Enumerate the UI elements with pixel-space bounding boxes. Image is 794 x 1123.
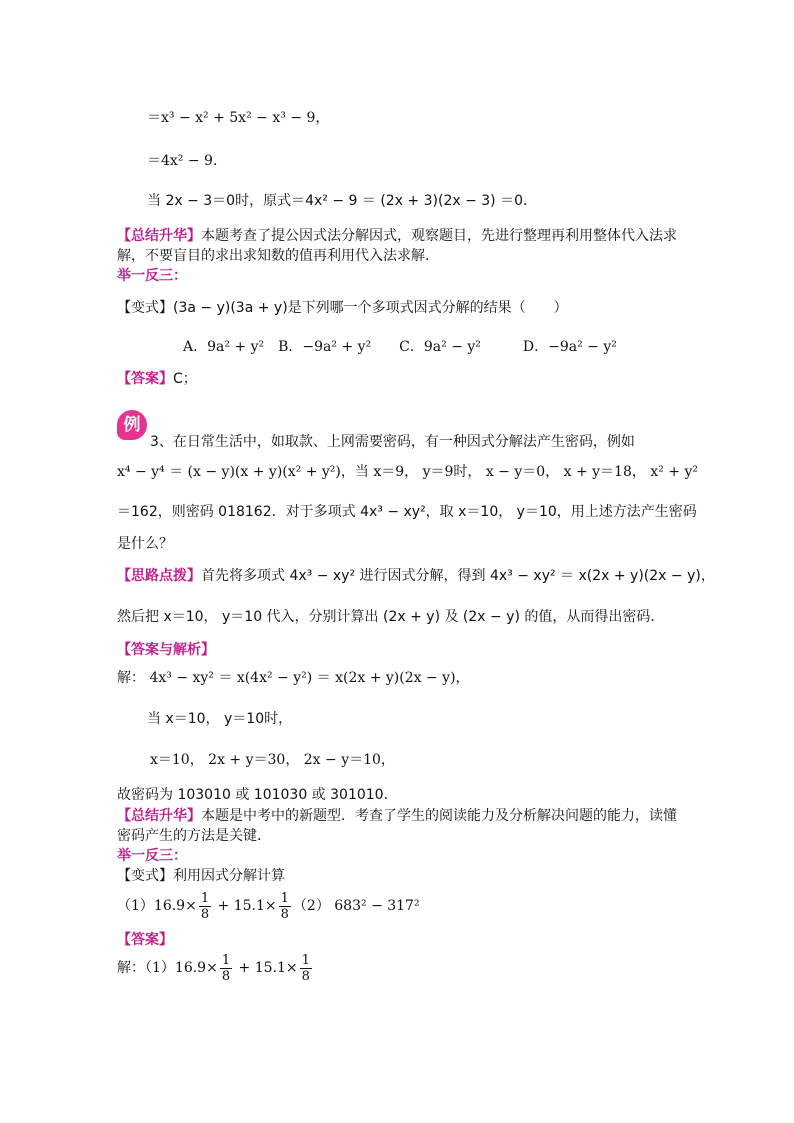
solution-line: 解： 4x³ − xy² ＝ x(4x² − y²) ＝ x(2x + y)(2x − y)， xyxy=(117,670,470,686)
answer-choices: A．9a² + y² B．−9a² + y² C．9a² − y² D．−9a² − y² xyxy=(183,339,617,355)
numerator: 1 xyxy=(280,890,289,906)
problem-text: 是什么？ xyxy=(117,536,173,552)
denominator: 8 xyxy=(221,968,231,984)
solution-line: 故密码为 103010 或 101030 或 301010． xyxy=(117,787,398,803)
hint-paragraph xyxy=(117,566,715,586)
summary-paragraph xyxy=(117,806,677,826)
answer-line xyxy=(117,369,197,389)
paragraph-text: 本题考查了提公因式法分解因式，观察题目，先进行整理再利用整体代入法求 xyxy=(201,228,677,244)
variant-question: 【变式】利用因式分解计算 xyxy=(117,868,285,884)
section-tag: 【思路点拨】 xyxy=(117,568,201,584)
numerator: 1 xyxy=(221,952,231,968)
section-tag: 举一反三： xyxy=(117,848,187,864)
expr-text: 解：（1）16.9× xyxy=(117,960,218,976)
section-tag: 【答案】 xyxy=(117,932,173,948)
equation-line: ＝x³ − x² + 5x² − x³ − 9， xyxy=(147,110,330,126)
fraction xyxy=(279,891,291,922)
denominator: 8 xyxy=(280,906,289,922)
numerator: 1 xyxy=(301,952,310,968)
solution-line: 当 x＝10， y＝10时， xyxy=(147,711,293,727)
expr-text: + 15.1× xyxy=(213,898,277,914)
calc-exercise xyxy=(117,890,420,922)
paragraph-text: 然后把 x＝10， y＝10 代入，分别计算出 (2x + y) 及 (2x − y) 的值，从而得出密码． xyxy=(117,609,665,625)
problem-text: 3、在日常生活中，如取款、上网需要密码，有一种因式分解法产生密码，例如 xyxy=(150,434,635,450)
answer-text: C； xyxy=(173,371,197,387)
section-tag: 【总结升华】 xyxy=(117,228,201,244)
expr-text: （2） 683² − 317² xyxy=(292,898,420,914)
denominator: 8 xyxy=(200,906,210,922)
denominator: 8 xyxy=(301,968,310,984)
paragraph-text: 本题是中考中的新题型．考查了学生的阅读能力及分析解决问题的能力，读懂 xyxy=(201,808,677,824)
example-badge-icon: 例 xyxy=(117,410,147,440)
fraction xyxy=(199,891,211,922)
expr-text: （1）16.9× xyxy=(117,898,197,914)
numerator: 1 xyxy=(200,890,210,906)
problem-text: ＝162，则密码 018162．对于多项式 4x³ − xy²，取 x＝10， y＝10，用上述方法产生密码 xyxy=(117,504,697,520)
paragraph-text: 首先将多项式 4x³ − xy² 进行因式分解，得到 4x³ − xy² ＝ x(2x + y)(2x − y)， xyxy=(201,568,715,584)
equation-line: ＝4x² − 9． xyxy=(147,153,227,169)
section-tag: 【答案与解析】 xyxy=(117,642,215,658)
paragraph-text: 密码产生的方法是关键． xyxy=(117,828,271,844)
section-tag: 【总结升华】 xyxy=(117,808,201,824)
variant-question: 【变式】(3a − y)(3a + y)是下列哪一个多项式因式分解的结果（ ） xyxy=(117,300,568,316)
fraction xyxy=(220,953,232,984)
summary-paragraph xyxy=(117,226,677,246)
section-tag: 举一反三： xyxy=(117,268,187,284)
section-tag: 【答案】 xyxy=(117,371,173,387)
paragraph-text: 解，不要盲目的求出求知数的值再利用代入法求解． xyxy=(117,248,439,264)
fraction xyxy=(300,953,312,984)
calc-solution xyxy=(117,952,314,984)
expr-text: + 15.1× xyxy=(234,960,298,976)
problem-text: x⁴ − y⁴ ＝ (x − y)(x + y)(x² + y²)，当 x＝9， y＝9时， x − y＝0， x + y＝18， x² + y² xyxy=(117,464,698,480)
solution-line: x＝10， 2x + y＝30， 2x − y＝10， xyxy=(150,752,395,768)
equation-line: 当 2x − 3＝0时，原式＝4x² − 9 ＝ (2x + 3)(2x − 3) ＝0． xyxy=(147,193,537,209)
